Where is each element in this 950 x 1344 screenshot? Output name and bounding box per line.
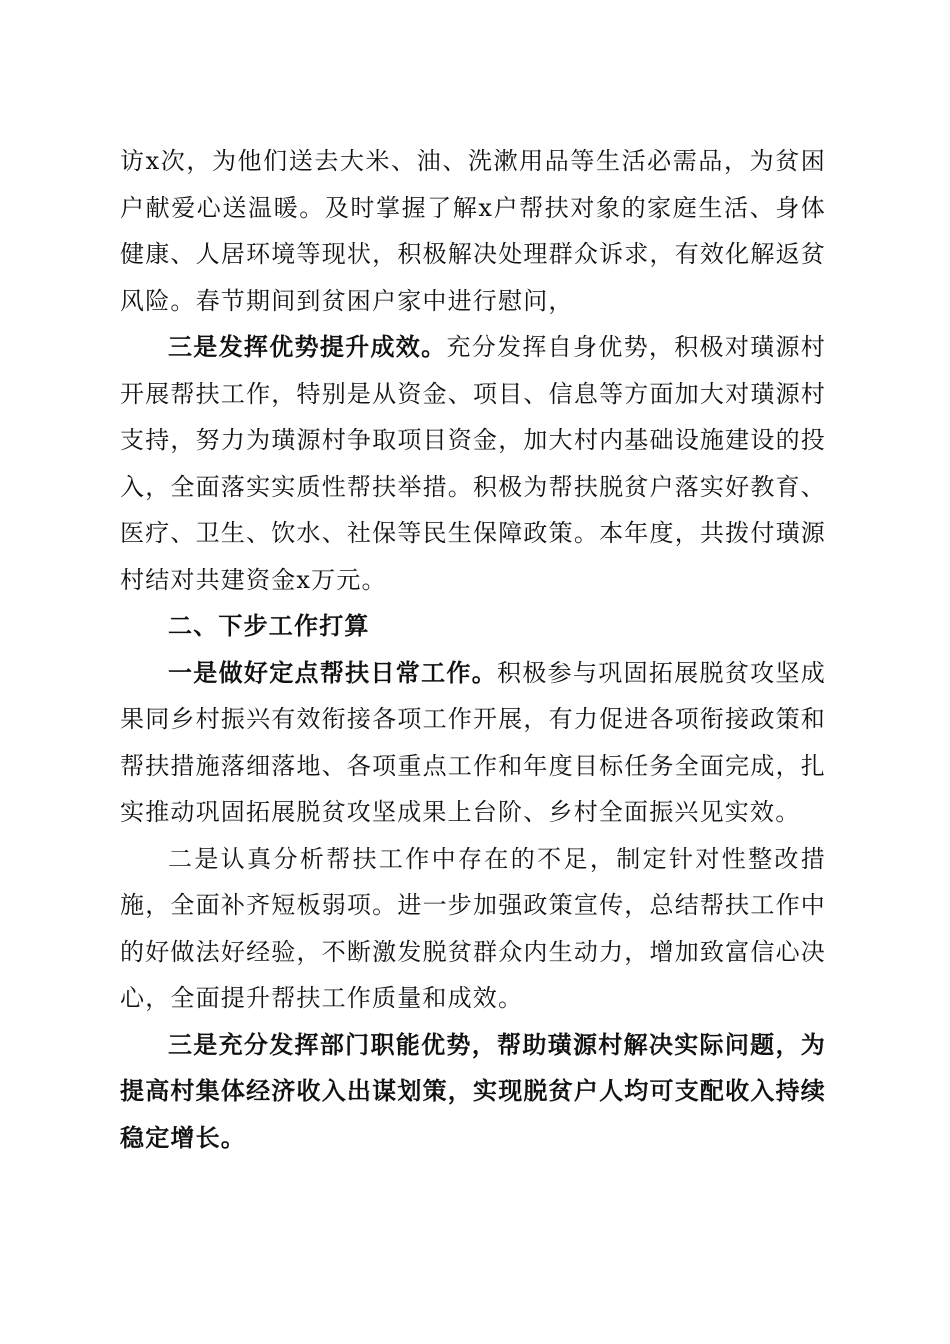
paragraph-plan-one xyxy=(120,650,826,836)
section-heading: 二、下步工作打算 xyxy=(168,612,370,640)
paragraph-body: 充分发挥自身优势，积极对璜源村开展帮扶工作，特别是从资金、项目、信息等方面加大对璜源村支持，努力为璜源村争取项目资金，加大村内基础设施建设的投入，全面落实实质性帮扶举措。积极为帮扶脱贫户落实好教育、医疗、卫生、饮水、社保等民生保障政策。本年度，共拨付璜源村结对共建资金x万元。 xyxy=(120,333,827,594)
paragraph-lead: 一是做好定点帮扶日常工作。 xyxy=(168,657,498,687)
paragraph-point-three xyxy=(120,324,826,603)
paragraph-plan-three: 三是充分发挥部门职能优势，帮助璜源村解决实际问题，为提高村集体经济收入出谋划策，实现脱贫户人均可支配收入持续稳定增长。 xyxy=(120,1029,826,1152)
paragraph-body: 积极参与巩固拓展脱贫攻坚成果同乡村振兴有效衔接各项工作开展，有力促进各项衔接政策和帮扶措施落细落地、各项重点工作和年度目标任务全面完成，扎实推动巩固拓展脱贫攻坚成果上台阶、乡村全面振兴见实效。 xyxy=(120,658,826,826)
paragraph-continued: 访x次，为他们送去大米、油、洗漱用品等生活必需品，为贫困户献爱心送温暖。及时掌握了解x户帮扶对象的家庭生活、身体健康、人居环境等现状，积极解决处理群众诉求，有效化解返贫风险。春节期间到贫困户家中进行慰问， xyxy=(120,147,826,315)
paragraph-plan-two: 二是认真分析帮扶工作中存在的不足，制定针对性整改措施，全面补齐短板弱项。进一步加强政策宣传，总结帮扶工作中的好做法好经验，不断激发脱贫群众内生动力，增加致富信心决心，全面提升帮扶工作质量和成效。 xyxy=(120,844,826,1012)
paragraph-lead: 三是发挥优势提升成效。 xyxy=(168,332,447,361)
document-body xyxy=(120,138,826,1161)
